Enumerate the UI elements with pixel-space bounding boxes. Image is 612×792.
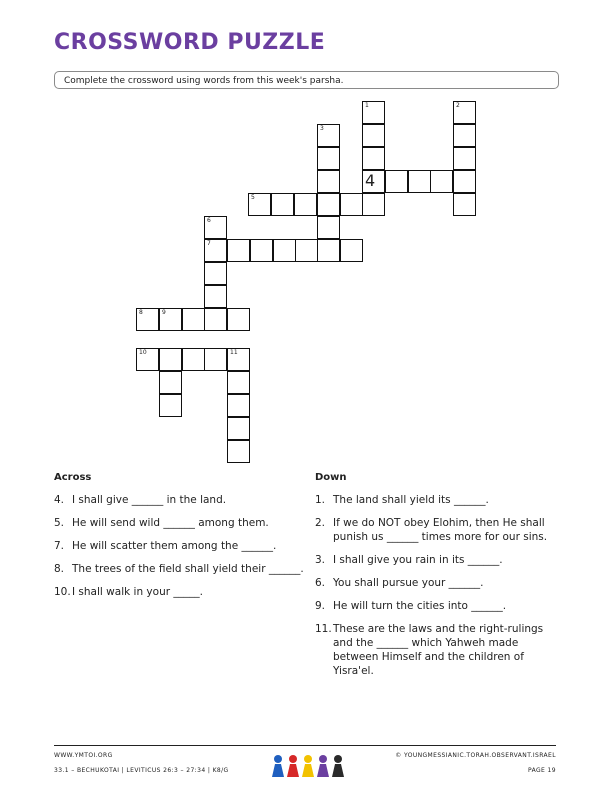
clue-number: 5. bbox=[54, 517, 65, 529]
down-clue bbox=[315, 516, 560, 544]
crossword-cell[interactable] bbox=[317, 147, 340, 170]
down-clues bbox=[315, 472, 560, 687]
crossword-cell[interactable] bbox=[385, 170, 408, 193]
down-clue bbox=[315, 622, 560, 678]
crossword-cell[interactable] bbox=[430, 170, 453, 193]
clue-text: I shall walk in your _____. bbox=[72, 586, 203, 598]
clue-text: You shall pursue your ______. bbox=[333, 577, 484, 589]
crossword-cell[interactable] bbox=[204, 239, 227, 262]
crossword-cell[interactable] bbox=[227, 348, 250, 371]
clue-text: He will scatter them among the ______. bbox=[72, 540, 277, 552]
crossword-cell[interactable] bbox=[271, 193, 294, 216]
crossword-cell[interactable] bbox=[227, 239, 250, 262]
crossword-cell[interactable] bbox=[159, 371, 182, 394]
across-clue bbox=[54, 516, 304, 530]
clue-text: If we do NOT obey Elohim, then He shall punish us ______ times more for our sins. bbox=[333, 517, 548, 543]
crossword-cell[interactable] bbox=[453, 101, 476, 124]
clue-number: 1. bbox=[315, 494, 326, 506]
clue-number: 8. bbox=[54, 563, 65, 575]
cell-number: 6 bbox=[207, 217, 211, 224]
across-clue bbox=[54, 585, 304, 599]
crossword-cell[interactable] bbox=[453, 124, 476, 147]
crossword-cell[interactable] bbox=[204, 216, 227, 239]
down-clue bbox=[315, 576, 560, 590]
clue-text: These are the laws and the right-rulings and the ______ which Yahweh made between Himself and the children of Yisra'el. bbox=[333, 623, 544, 677]
clue-text: He will turn the cities into ______. bbox=[333, 600, 507, 612]
crossword-cell[interactable] bbox=[317, 124, 340, 147]
clue-number: 10. bbox=[54, 586, 71, 598]
crossword-cell[interactable] bbox=[182, 348, 205, 371]
crossword-cell[interactable] bbox=[227, 308, 250, 331]
crossword-cell[interactable] bbox=[159, 308, 182, 331]
cell-number: 10 bbox=[139, 349, 147, 356]
crossword-cell[interactable] bbox=[294, 193, 317, 216]
cell-number: 8 bbox=[139, 309, 143, 316]
crossword-cell[interactable] bbox=[227, 440, 250, 463]
crossword-cell[interactable] bbox=[204, 348, 227, 371]
crossword-cell[interactable] bbox=[362, 101, 385, 124]
crossword-cell[interactable] bbox=[273, 239, 296, 262]
crossword-cell[interactable] bbox=[136, 348, 159, 371]
cell-number: 4 bbox=[365, 171, 376, 190]
crossword-cell[interactable] bbox=[317, 216, 340, 239]
footer-rule bbox=[54, 745, 556, 746]
crossword-cell[interactable] bbox=[362, 193, 385, 216]
cell-number: 5 bbox=[251, 194, 255, 201]
crossword-cell[interactable] bbox=[317, 170, 340, 193]
clue-number: 2. bbox=[315, 517, 326, 529]
crossword-cell[interactable] bbox=[227, 417, 250, 440]
across-clue bbox=[54, 539, 304, 553]
crossword-cell[interactable] bbox=[295, 239, 318, 262]
crossword-cell[interactable] bbox=[408, 170, 431, 193]
clue-text: The trees of the field shall yield their ______. bbox=[72, 563, 304, 575]
cell-number: 2 bbox=[456, 102, 460, 109]
across-clue bbox=[54, 562, 304, 576]
crossword-cell[interactable] bbox=[182, 308, 205, 331]
down-clue bbox=[315, 553, 560, 567]
clue-number: 4. bbox=[54, 494, 65, 506]
across-heading: Across bbox=[54, 472, 92, 483]
clue-number: 3. bbox=[315, 554, 326, 566]
crossword-cell[interactable] bbox=[362, 124, 385, 147]
crossword-cell[interactable] bbox=[136, 308, 159, 331]
down-clue bbox=[315, 493, 560, 507]
crossword-cell[interactable] bbox=[248, 193, 271, 216]
clue-number: 9. bbox=[315, 600, 326, 612]
crossword-cell[interactable] bbox=[317, 193, 340, 216]
crossword-cell[interactable] bbox=[159, 348, 182, 371]
across-clues bbox=[54, 472, 304, 608]
footer-copyright: © YOUNGMESSIANIC.TORAH.OBSERVANT.ISRAEL bbox=[395, 752, 556, 759]
clue-number: 11. bbox=[315, 623, 332, 635]
clue-text: He will send wild ______ among them. bbox=[72, 517, 269, 529]
crossword-cell[interactable] bbox=[227, 394, 250, 417]
down-clue bbox=[315, 599, 560, 613]
crossword-cell[interactable] bbox=[159, 394, 182, 417]
clue-number: 7. bbox=[54, 540, 65, 552]
kids-logo-icon bbox=[268, 753, 346, 779]
footer-page: PAGE 19 bbox=[527, 767, 556, 774]
crossword-cell[interactable] bbox=[317, 239, 340, 262]
across-clue bbox=[54, 493, 304, 507]
page-title: CROSSWORD PUZZLE bbox=[54, 30, 326, 55]
crossword-cell[interactable] bbox=[204, 262, 227, 285]
crossword-cell[interactable] bbox=[250, 239, 273, 262]
crossword-cell[interactable] bbox=[453, 193, 476, 216]
cell-number: 11 bbox=[230, 349, 238, 356]
crossword-cell[interactable] bbox=[204, 308, 227, 331]
down-heading: Down bbox=[315, 472, 347, 483]
crossword-cell[interactable] bbox=[362, 147, 385, 170]
cell-number: 9 bbox=[162, 309, 166, 316]
crossword-cell[interactable] bbox=[204, 285, 227, 308]
footer-site: WWW.YMTOI.ORG bbox=[54, 752, 113, 759]
crossword-cell[interactable] bbox=[227, 371, 250, 394]
crossword-cell[interactable] bbox=[453, 147, 476, 170]
clue-text: I shall give you rain in its ______. bbox=[333, 554, 503, 566]
cell-number: 7 bbox=[207, 240, 211, 247]
cell-number: 1 bbox=[365, 102, 369, 109]
cell-number: 3 bbox=[320, 125, 324, 132]
crossword-cell[interactable] bbox=[453, 170, 476, 193]
clue-number: 6. bbox=[315, 577, 326, 589]
crossword-cell[interactable] bbox=[340, 193, 363, 216]
footer-left: 33.1 – BECHUKOTAI | LEVITICUS 26:3 – 27:34 | K8/G bbox=[54, 767, 229, 774]
clue-text: I shall give ______ in the land. bbox=[72, 494, 227, 506]
crossword-cell[interactable] bbox=[340, 239, 363, 262]
instructions-text: Complete the crossword using words from this week's parsha. bbox=[64, 76, 344, 86]
clue-text: The land shall yield its ______. bbox=[333, 494, 489, 506]
